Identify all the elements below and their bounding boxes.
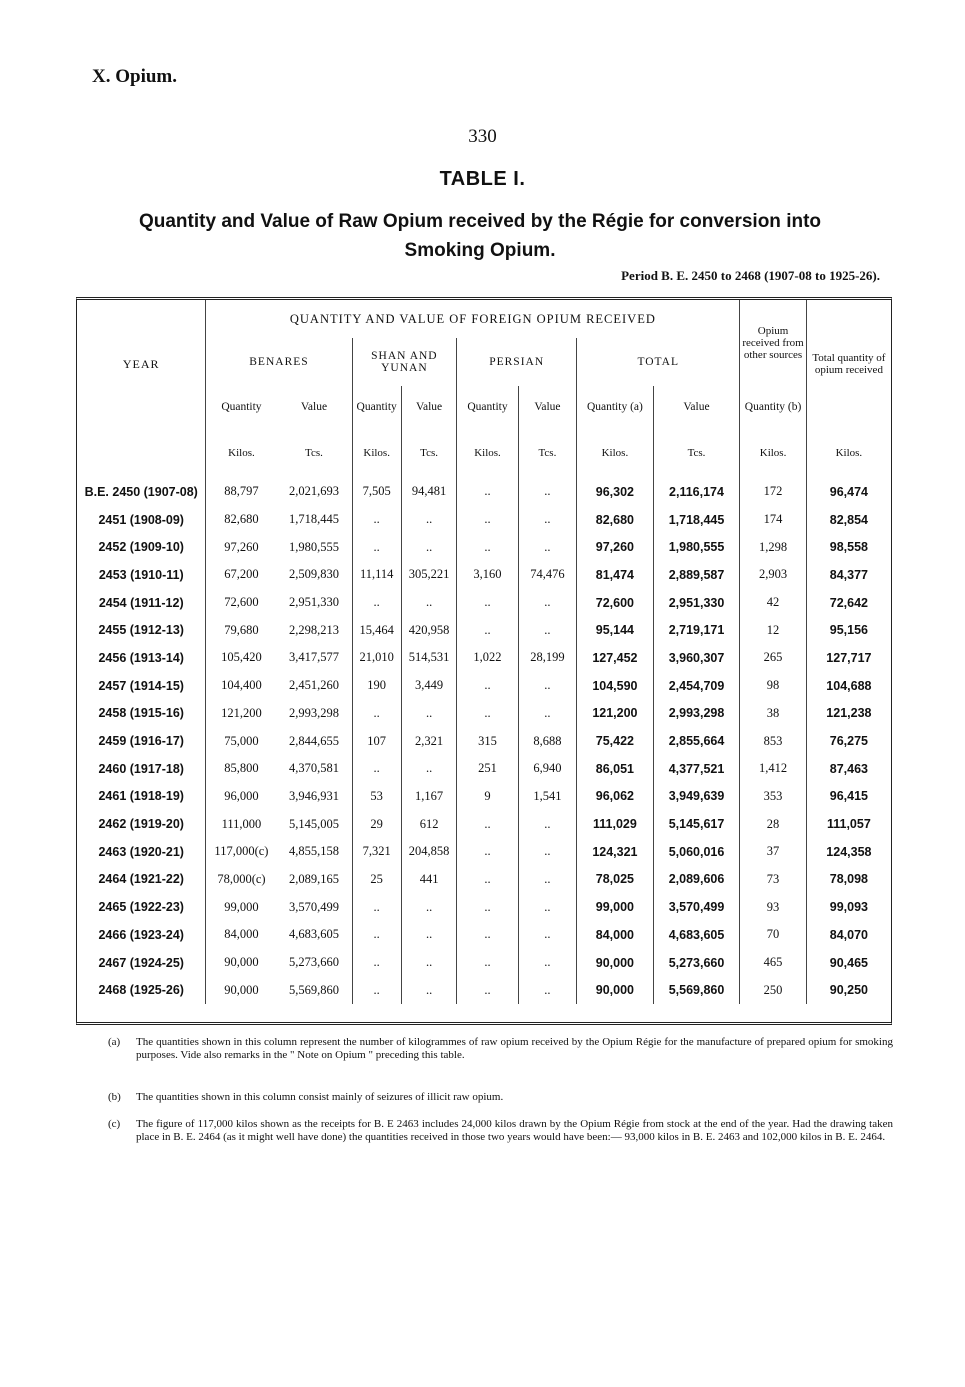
persian-quantity-cell: .. (457, 838, 518, 866)
total-quantity-cell: 127,452 (577, 644, 654, 672)
total-value-cell: 5,273,660 (653, 949, 740, 977)
persian-value-cell: .. (518, 921, 576, 949)
benares-value-cell: 2,021,693 (288, 484, 339, 499)
unit-label: Kilos. (206, 428, 277, 478)
year-cell: 2462 (1919-20) (98, 817, 184, 832)
year-cell: 2461 (1918-19) (98, 789, 184, 804)
shan-yunan-header: SHAN AND YUNAN (352, 338, 457, 386)
col-benares-value: Value (300, 401, 328, 413)
section-heading: X. Opium. (92, 66, 177, 87)
grand-total-cell: 96,474 (806, 478, 891, 506)
benares-value-cell: 4,370,581 (288, 761, 339, 776)
year-cell: 2451 (1908-09) (98, 512, 184, 527)
persian-quantity-cell: 9 (457, 783, 518, 811)
unit-label: Kilos. (457, 428, 518, 478)
other-sources-header: Opium received from other sources (740, 300, 806, 386)
table-row (77, 755, 891, 783)
benares-value-cell: 2,951,330 (288, 595, 339, 610)
shan-quantity-cell: 21,010 (352, 644, 401, 672)
benares-value-cell: 2,509,830 (288, 567, 339, 582)
persian-quantity-cell: .. (457, 616, 518, 644)
grand-total-cell: 90,250 (806, 976, 891, 1004)
other-quantity-cell: 98 (740, 672, 806, 700)
col-total-quantity: Quantity (a) (577, 386, 654, 428)
shan-quantity-cell: .. (352, 589, 401, 617)
benares-quantity-cell: 121,200 (206, 700, 277, 728)
benares-value-cell: 5,145,005 (288, 816, 339, 831)
col-shan-quantity: Quantity (352, 386, 401, 428)
unit-label: Tcs. (653, 428, 740, 478)
table-caption: Quantity and Value of Raw Opium received by the Régie for conversion into Smoking Opium. (138, 211, 822, 261)
col-total-value: Value (653, 386, 740, 428)
grand-total-cell: 98,558 (806, 533, 891, 561)
footnote-text: The quantities shown in this column represent the number of kilogrammes of raw opium received by the Opium Régie for the manufacture of prepared opium for smoking purposes. Vide also remarks in the " Note on Opium " preceding this table. (136, 1036, 893, 1061)
shan-value-cell: 612 (401, 810, 456, 838)
grand-total-cell: 95,156 (806, 616, 891, 644)
shan-quantity-cell: .. (352, 949, 401, 977)
persian-quantity-cell: .. (457, 672, 518, 700)
benares-value-cell: 5,273,660 (288, 955, 339, 970)
shan-value-cell: 420,958 (401, 616, 456, 644)
total-quantity-cell: 75,422 (577, 727, 654, 755)
grand-total-cell: 96,415 (806, 783, 891, 811)
total-quantity-cell: 84,000 (577, 921, 654, 949)
col-benares-quantity: Quantity (206, 386, 277, 428)
year-cell: 2457 (1914-15) (98, 678, 184, 693)
total-quantity-cell: 82,680 (577, 506, 654, 534)
benares-quantity-cell: 105,420 (206, 644, 277, 672)
benares-value-cell: 1,980,555 (288, 539, 339, 554)
other-quantity-cell: 38 (740, 700, 806, 728)
persian-quantity-cell: .. (457, 589, 518, 617)
shan-value-cell: 2,321 (401, 727, 456, 755)
shan-quantity-cell: 29 (352, 810, 401, 838)
page-number: 330 (468, 126, 497, 147)
shan-quantity-cell: 190 (352, 672, 401, 700)
table-row (77, 921, 891, 949)
persian-value-cell: 28,199 (518, 644, 576, 672)
table-row (77, 866, 891, 894)
grand-total-cell: 76,275 (806, 727, 891, 755)
persian-quantity-cell: .. (457, 949, 518, 977)
total-quantity-cell: 72,600 (577, 589, 654, 617)
other-quantity-cell: 28 (740, 810, 806, 838)
other-quantity-cell: 174 (740, 506, 806, 534)
year-cell: 2456 (1913-14) (98, 650, 184, 665)
col-persian-value: Value (518, 386, 576, 428)
footnote-text: The figure of 117,000 kilos shown as the receipts for B. E 2463 includes 24,000 kilos drawn by the Opium Régie from stock at the end of the year. Had the drawing taken place in B. E. 2464 (as it might well have done) the quantities received in those two years would have been:— 93,000 kilos in B. E. 2463 and 102,000 kilos in B. E. 2464. (136, 1118, 893, 1143)
grand-total-cell: 124,358 (806, 838, 891, 866)
benares-value-cell: 2,089,165 (288, 871, 339, 886)
total-value-cell: 2,116,174 (653, 478, 740, 506)
persian-value-cell: .. (518, 949, 576, 977)
table-row (77, 810, 891, 838)
total-quantity-cell: 78,025 (577, 866, 654, 894)
persian-value-cell: .. (518, 838, 576, 866)
persian-header: PERSIAN (457, 338, 577, 386)
persian-value-cell: .. (518, 700, 576, 728)
total-quantity-cell: 90,000 (577, 949, 654, 977)
shan-value-cell: 204,858 (401, 838, 456, 866)
benares-value-cell: 1,718,445 (288, 512, 339, 527)
opium-table (76, 297, 892, 1025)
grand-total-cell: 127,717 (806, 644, 891, 672)
persian-quantity-cell: 251 (457, 755, 518, 783)
total-value-cell: 4,377,521 (653, 755, 740, 783)
table-row (77, 616, 891, 644)
total-quantity-cell: 86,051 (577, 755, 654, 783)
total-value-cell: 1,980,555 (653, 533, 740, 561)
persian-quantity-cell: .. (457, 921, 518, 949)
shan-quantity-cell: 25 (352, 866, 401, 894)
year-cell: 2466 (1923-24) (98, 927, 184, 942)
other-quantity-cell: 2,903 (740, 561, 806, 589)
table-row (77, 506, 891, 534)
shan-quantity-cell: .. (352, 976, 401, 1004)
benares-quantity-cell: 104,400 (206, 672, 277, 700)
total-value-cell: 2,454,709 (653, 672, 740, 700)
table-row (77, 644, 891, 672)
table-row (77, 783, 891, 811)
total-quantity-cell: 104,590 (577, 672, 654, 700)
shan-value-cell: .. (401, 921, 456, 949)
table-row (77, 478, 891, 506)
benares-value-cell: 3,570,499 (288, 899, 339, 914)
total-value-cell: 2,719,171 (653, 616, 740, 644)
grand-total-cell: 99,093 (806, 893, 891, 921)
col-shan-value: Value (401, 386, 456, 428)
persian-value-cell: .. (518, 478, 576, 506)
grand-total-cell: 84,070 (806, 921, 891, 949)
col-other-quantity: Quantity (b) (740, 386, 806, 428)
shan-quantity-cell: .. (352, 700, 401, 728)
benares-quantity-cell: 96,000 (206, 783, 277, 811)
other-quantity-cell: 42 (740, 589, 806, 617)
persian-quantity-cell: .. (457, 478, 518, 506)
year-header: YEAR (122, 356, 160, 371)
table-row (77, 893, 891, 921)
benares-quantity-cell: 90,000 (206, 976, 277, 1004)
grand-total-cell: 72,642 (806, 589, 891, 617)
grand-total-cell: 121,238 (806, 700, 891, 728)
year-cell: 2465 (1922-23) (98, 900, 184, 915)
benares-quantity-cell: 78,000(c) (206, 866, 277, 894)
persian-value-cell: .. (518, 533, 576, 561)
persian-value-cell: .. (518, 866, 576, 894)
footnote-b (108, 1091, 893, 1104)
shan-value-cell: .. (401, 949, 456, 977)
shan-value-cell: .. (401, 976, 456, 1004)
table-row (77, 727, 891, 755)
benares-quantity-cell: 84,000 (206, 921, 277, 949)
persian-value-cell: .. (518, 506, 576, 534)
table-row (77, 589, 891, 617)
other-quantity-cell: 1,298 (740, 533, 806, 561)
table-row (77, 533, 891, 561)
grand-total-cell: 90,465 (806, 949, 891, 977)
shan-quantity-cell: .. (352, 893, 401, 921)
persian-value-cell: 1,541 (518, 783, 576, 811)
shan-value-cell: 1,167 (401, 783, 456, 811)
total-quantity-cell: 96,062 (577, 783, 654, 811)
shan-quantity-cell: .. (352, 921, 401, 949)
benares-value-cell: 2,993,298 (288, 705, 339, 720)
year-cell: B.E. 2450 (1907-08) (84, 484, 198, 499)
benares-value-cell: 4,855,158 (288, 844, 339, 859)
benares-value-cell: 3,417,577 (288, 650, 339, 665)
year-cell: 2460 (1917-18) (98, 761, 184, 776)
total-value-cell: 4,683,605 (653, 921, 740, 949)
total-value-cell: 1,718,445 (653, 506, 740, 534)
total-value-cell: 5,569,860 (653, 976, 740, 1004)
shan-value-cell: 3,449 (401, 672, 456, 700)
total-value-cell: 2,951,330 (653, 589, 740, 617)
shan-quantity-cell: 107 (352, 727, 401, 755)
benares-value-cell: 5,569,860 (288, 982, 339, 997)
total-quantity-cell: 99,000 (577, 893, 654, 921)
total-quantity-cell: 81,474 (577, 561, 654, 589)
total-quantity-cell: 111,029 (577, 810, 654, 838)
year-cell: 2459 (1916-17) (98, 734, 184, 749)
benares-quantity-cell: 88,797 (206, 478, 277, 506)
table-row (77, 949, 891, 977)
shan-quantity-cell: 15,464 (352, 616, 401, 644)
benares-value-cell: 2,451,260 (288, 678, 339, 693)
shan-value-cell: .. (401, 893, 456, 921)
shan-quantity-cell: 11,114 (352, 561, 401, 589)
unit-label: Kilos. (740, 428, 806, 478)
year-cell: 2455 (1912-13) (98, 623, 184, 638)
footnote-mark: (b) (108, 1091, 121, 1103)
total-value-cell: 3,960,307 (653, 644, 740, 672)
shan-value-cell: .. (401, 589, 456, 617)
group-header-row (77, 300, 891, 338)
shan-value-cell: .. (401, 700, 456, 728)
shan-value-cell: 305,221 (401, 561, 456, 589)
unit-label: Tcs. (401, 428, 456, 478)
persian-quantity-cell: .. (457, 533, 518, 561)
persian-quantity-cell: .. (457, 976, 518, 1004)
total-value-cell: 3,570,499 (653, 893, 740, 921)
benares-quantity-cell: 97,260 (206, 533, 277, 561)
shan-value-cell: 514,531 (401, 644, 456, 672)
total-value-cell: 2,889,587 (653, 561, 740, 589)
benares-quantity-cell: 67,200 (206, 561, 277, 589)
table-row (77, 976, 891, 1004)
year-cell: 2467 (1924-25) (98, 955, 184, 970)
unit-label: Tcs. (518, 428, 576, 478)
benares-quantity-cell: 85,800 (206, 755, 277, 783)
other-quantity-cell: 172 (740, 478, 806, 506)
table-row (77, 561, 891, 589)
shan-quantity-cell: 7,321 (352, 838, 401, 866)
total-value-cell: 5,145,617 (653, 810, 740, 838)
persian-quantity-cell: .. (457, 810, 518, 838)
total-value-cell: 2,993,298 (653, 700, 740, 728)
shan-quantity-cell: .. (352, 506, 401, 534)
persian-value-cell: 6,940 (518, 755, 576, 783)
other-quantity-cell: 853 (740, 727, 806, 755)
year-cell: 2453 (1910-11) (98, 567, 184, 582)
total-quantity-cell: 121,200 (577, 700, 654, 728)
benares-quantity-cell: 90,000 (206, 949, 277, 977)
footnote-c (108, 1118, 893, 1143)
unit-label: Kilos. (577, 428, 654, 478)
benares-value-cell: 3,946,931 (288, 788, 339, 803)
other-quantity-cell: 265 (740, 644, 806, 672)
other-quantity-cell: 93 (740, 893, 806, 921)
persian-quantity-cell: .. (457, 506, 518, 534)
benares-value-cell: 2,844,655 (288, 733, 339, 748)
total-value-cell: 2,855,664 (653, 727, 740, 755)
table-label: TABLE I. (439, 168, 526, 190)
col-persian-quantity: Quantity (457, 386, 518, 428)
total-value-cell: 3,949,639 (653, 783, 740, 811)
benares-value-cell: 4,683,605 (288, 927, 339, 942)
grand-total-cell: 111,057 (806, 810, 891, 838)
total-header: TOTAL (577, 338, 740, 386)
total-value-cell: 5,060,016 (653, 838, 740, 866)
benares-quantity-cell: 79,680 (206, 616, 277, 644)
year-cell: 2452 (1909-10) (98, 540, 184, 555)
table-row (77, 672, 891, 700)
persian-value-cell: .. (518, 616, 576, 644)
persian-value-cell: .. (518, 589, 576, 617)
persian-value-cell: .. (518, 893, 576, 921)
foreign-opium-header: QUANTITY AND VALUE OF FOREIGN OPIUM RECEIVED (206, 300, 740, 338)
persian-quantity-cell: 1,022 (457, 644, 518, 672)
table-row (77, 838, 891, 866)
units-row (77, 428, 891, 478)
shan-quantity-cell: 53 (352, 783, 401, 811)
table-body (77, 478, 891, 1004)
grand-total-header: Total quantity of opium received (806, 300, 891, 428)
total-quantity-cell: 95,144 (577, 616, 654, 644)
other-quantity-cell: 1,412 (740, 755, 806, 783)
table-row (77, 700, 891, 728)
total-quantity-cell: 97,260 (577, 533, 654, 561)
other-quantity-cell: 70 (740, 921, 806, 949)
persian-value-cell: .. (518, 810, 576, 838)
benares-value-cell: 2,298,213 (288, 622, 339, 637)
shan-value-cell: .. (401, 755, 456, 783)
persian-value-cell: .. (518, 672, 576, 700)
benares-quantity-cell: 111,000 (206, 810, 277, 838)
benares-header: BENARES (206, 338, 352, 386)
persian-quantity-cell: .. (457, 893, 518, 921)
other-quantity-cell: 12 (740, 616, 806, 644)
other-quantity-cell: 250 (740, 976, 806, 1004)
other-quantity-cell: 37 (740, 838, 806, 866)
persian-quantity-cell: .. (457, 700, 518, 728)
grand-total-cell: 104,688 (806, 672, 891, 700)
shan-value-cell: 94,481 (401, 478, 456, 506)
unit-label: Kilos. (352, 428, 401, 478)
total-value-cell: 2,089,606 (653, 866, 740, 894)
benares-quantity-cell: 117,000(c) (206, 838, 277, 866)
shan-quantity-cell: .. (352, 533, 401, 561)
persian-quantity-cell: 315 (457, 727, 518, 755)
footnote-a (108, 1036, 893, 1061)
other-quantity-cell: 73 (740, 866, 806, 894)
year-cell: 2463 (1920-21) (98, 844, 184, 859)
shan-value-cell: .. (401, 533, 456, 561)
grand-total-cell: 82,854 (806, 506, 891, 534)
total-quantity-cell: 90,000 (577, 976, 654, 1004)
benares-quantity-cell: 82,680 (206, 506, 277, 534)
unit-label: Tcs. (305, 447, 323, 459)
year-cell: 2454 (1911-12) (98, 595, 184, 610)
other-quantity-cell: 353 (740, 783, 806, 811)
shan-quantity-cell: .. (352, 755, 401, 783)
persian-value-cell: .. (518, 976, 576, 1004)
grand-total-cell: 84,377 (806, 561, 891, 589)
shan-value-cell: .. (401, 506, 456, 534)
year-cell: 2458 (1915-16) (98, 706, 184, 721)
persian-quantity-cell: .. (457, 866, 518, 894)
total-quantity-cell: 124,321 (577, 838, 654, 866)
year-cell: 2468 (1925-26) (98, 983, 184, 998)
footnote-mark: (c) (108, 1118, 121, 1130)
footnote-mark: (a) (108, 1036, 121, 1048)
persian-quantity-cell: 3,160 (457, 561, 518, 589)
persian-value-cell: 74,476 (518, 561, 576, 589)
period-line: Period B. E. 2450 to 2468 (1907-08 to 1925-26). (621, 268, 880, 283)
benares-quantity-cell: 72,600 (206, 589, 277, 617)
benares-quantity-cell: 99,000 (206, 893, 277, 921)
shan-quantity-cell: 7,505 (352, 478, 401, 506)
benares-quantity-cell: 75,000 (206, 727, 277, 755)
grand-total-cell: 87,463 (806, 755, 891, 783)
other-quantity-cell: 465 (740, 949, 806, 977)
grand-total-cell: 78,098 (806, 866, 891, 894)
footnote-text: The quantities shown in this column consist mainly of seizures of illicit raw opium. (136, 1091, 504, 1103)
total-quantity-cell: 96,302 (577, 478, 654, 506)
year-cell: 2464 (1921-22) (98, 872, 184, 887)
shan-value-cell: 441 (401, 866, 456, 894)
unit-label: Kilos. (806, 428, 891, 478)
persian-value-cell: 8,688 (518, 727, 576, 755)
